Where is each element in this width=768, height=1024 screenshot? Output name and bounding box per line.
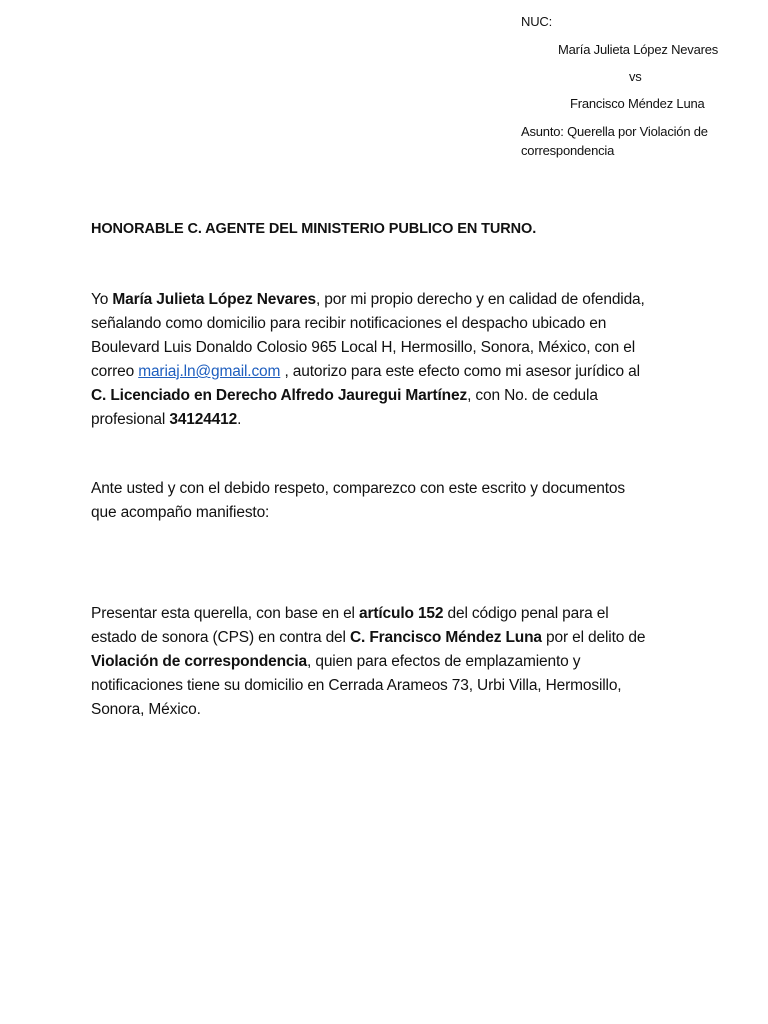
p1-text: Yo [91,291,113,308]
versus-label: vs [629,69,642,84]
email-link[interactable]: mariaj.ln@gmail.com [138,363,281,380]
p1-line-6 [91,408,691,432]
plaintiff-name: María Julieta López Nevares [558,42,719,57]
complainant-name: María Julieta López Nevares [112,291,316,308]
p3-line-5: Sonora, México. [91,701,201,718]
p1-text: , por mi propio derecho y en calidad de ofendida, [315,291,645,308]
p1-line-2: señalando como domicilio para recibir notificaciones el despacho ubicado en [91,315,607,332]
license-number: 34124412 [169,411,238,428]
defendant-name: Francisco Méndez Luna [570,96,705,111]
accused-name: C. Francisco Méndez Luna [349,629,542,646]
subject-line-1: Asunto: Querella por Violación de [521,124,708,139]
p3-line-1 [91,602,691,626]
p3-text: del código penal para el [443,605,609,622]
p1-line-4 [91,360,691,384]
case-header [521,12,736,160]
identification-paragraph [91,288,691,432]
p1-text: correo [91,363,139,380]
complaint-paragraph [91,602,691,722]
p2-line-2: que acompaño manifiesto: [91,504,270,521]
p3-text: estado de sonora (CPS) en contra del [91,629,350,646]
p1-text: , con No. de cedula [467,387,598,404]
article-reference: artículo 152 [359,605,444,622]
appearance-paragraph [91,477,691,525]
p1-line-1 [91,288,691,312]
p1-text: profesional [91,411,170,428]
p3-line-3 [91,650,691,674]
legal-advisor-name: C. Licenciado en Derecho Alfredo Jauregui Martínez [91,387,468,404]
p3-line-2 [91,626,691,650]
subject-line-2: correspondencia [521,143,615,158]
p3-text: , quien para efectos de emplazamiento y [307,653,581,670]
p3-text: por el delito de [541,629,646,646]
p2-line-1: Ante usted y con el debido respeto, comparezco con este escrito y documentos [91,480,625,497]
p1-line-3: Boulevard Luis Donaldo Colosio 965 Local H, Hermosillo, Sonora, México, con el [91,339,636,356]
nuc-label: NUC: [521,14,552,29]
p1-text: . [237,411,242,428]
subject-line [521,122,736,160]
p1-line-5 [91,384,691,408]
offense-name: Violación de correspondencia [91,653,308,670]
p1-text: , autorizo para este efecto como mi asesor jurídico al [280,363,640,380]
p3-line-4: notificaciones tiene su domicilio en Cerrada Arameos 73, Urbi Villa, Hermosillo, [91,677,622,694]
salutation-heading: HONORABLE C. AGENTE DEL MINISTERIO PUBLICO EN TURNO. [91,221,537,237]
p3-text: Presentar esta querella, con base en el [91,605,360,622]
